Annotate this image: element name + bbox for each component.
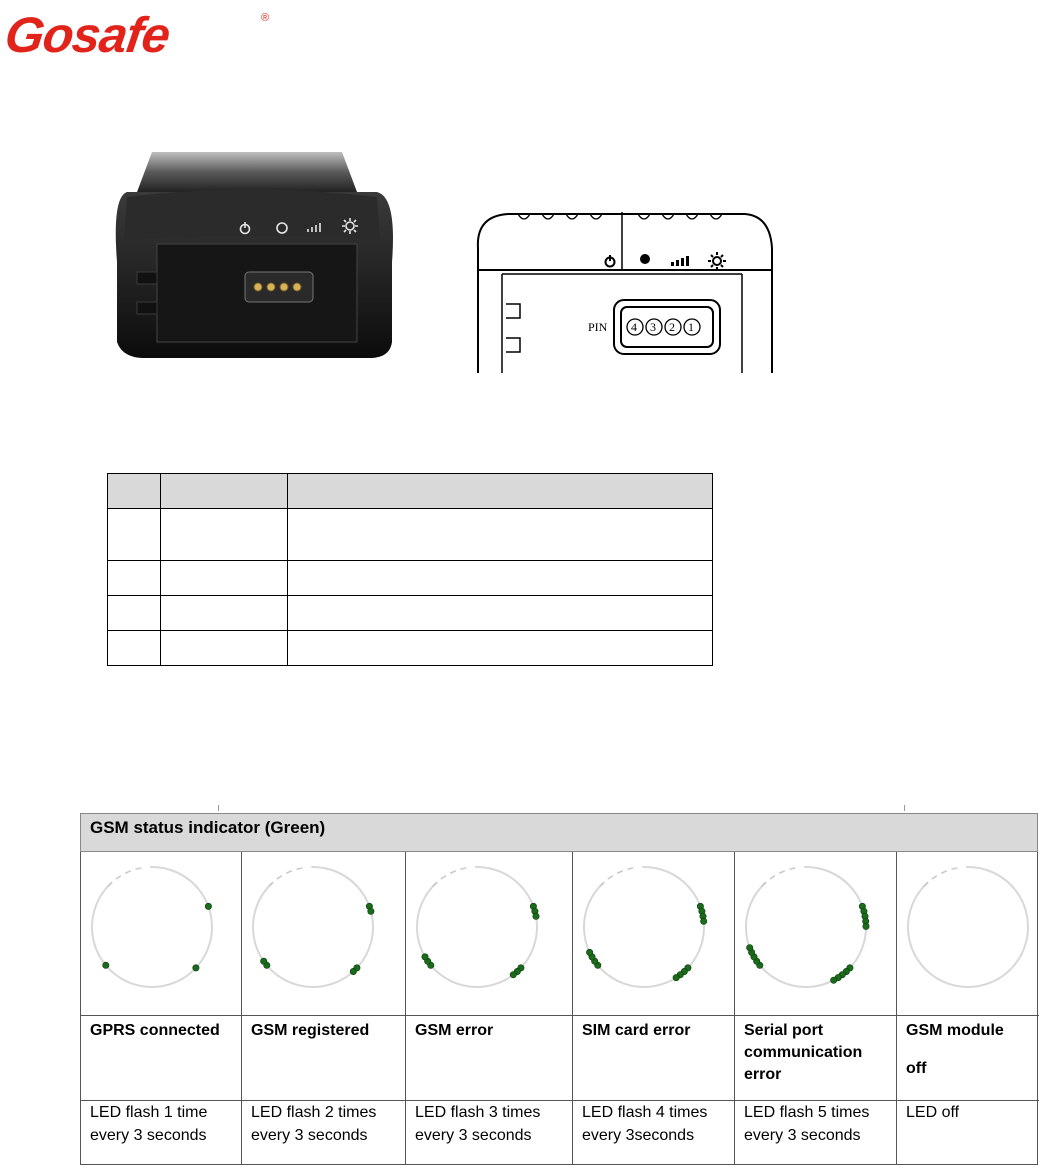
- gsm-status-grid: [80, 852, 1038, 1165]
- status-description-cell: [573, 1100, 735, 1166]
- pin-4: 4: [631, 320, 637, 334]
- status-description: LED off: [906, 1104, 960, 1121]
- flash-pattern-diagram: [735, 852, 897, 1015]
- status-description-cell: [735, 1100, 897, 1166]
- status-description: LED flash 1 time every 3 seconds: [90, 1104, 208, 1144]
- status-label-cell: [897, 1015, 1039, 1101]
- pin-definition-table: [107, 473, 713, 666]
- pin-label: PIN: [588, 320, 608, 334]
- device-photo: [72, 152, 427, 384]
- status-description: LED flash 5 times every 3 seconds: [744, 1104, 870, 1144]
- status-description-cell: [897, 1100, 1039, 1166]
- pin-2: 2: [669, 320, 675, 334]
- gsm-status-table: [80, 813, 1038, 1165]
- table-row: [108, 596, 713, 631]
- table-row: [108, 509, 713, 561]
- flash-pattern-diagram: [406, 852, 573, 1015]
- table-row: [108, 561, 713, 596]
- gsm-column-gsm-module-off: [896, 852, 1038, 1165]
- flash-pattern-diagram: [897, 852, 1039, 1015]
- gsm-table-title: GSM status indicator (Green): [90, 818, 326, 837]
- pin-3: 3: [650, 320, 656, 334]
- flash-pattern-diagram: [573, 852, 735, 1015]
- status-label: Serial port communication error: [744, 1022, 863, 1083]
- status-description-cell: [242, 1100, 406, 1166]
- status-label-cell: [242, 1015, 406, 1101]
- status-label-cell: [573, 1015, 735, 1101]
- status-label: GSM registered: [251, 1022, 370, 1039]
- status-label-cell: [81, 1015, 242, 1101]
- table-header-row: [108, 474, 713, 509]
- status-description: LED flash 2 times every 3 seconds: [251, 1104, 377, 1144]
- status-description: LED flash 4 times every 3seconds: [582, 1104, 708, 1144]
- status-label: SIM card error: [582, 1022, 691, 1039]
- status-label-cell: [735, 1015, 897, 1101]
- status-description: LED flash 3 times every 3 seconds: [415, 1104, 541, 1144]
- status-description-cell: [81, 1100, 242, 1166]
- gsm-column-gprs-connected: [80, 852, 241, 1165]
- gosafe-logo: [2, 4, 272, 66]
- gsm-column-sim-card-error: [572, 852, 734, 1165]
- gsm-column-serial-port-error: [734, 852, 896, 1165]
- gsm-column-gsm-registered: [241, 852, 405, 1165]
- status-description-cell: [406, 1100, 573, 1166]
- table-row: [108, 631, 713, 666]
- gsm-column-gsm-error: [405, 852, 572, 1165]
- flash-pattern-diagram: [81, 852, 242, 1015]
- status-label: GSM module off: [906, 1022, 1004, 1077]
- registered-mark: ®: [261, 12, 270, 24]
- status-label: GPRS connected: [90, 1022, 220, 1039]
- connector-diagram: [470, 208, 782, 373]
- gsm-table-header: [80, 813, 1038, 852]
- flash-pattern-diagram: [242, 852, 406, 1015]
- status-label-cell: [406, 1015, 573, 1101]
- status-label: GSM error: [415, 1022, 494, 1039]
- pin-1: 1: [688, 320, 694, 334]
- logo-wordmark: Gosafe: [1, 7, 173, 63]
